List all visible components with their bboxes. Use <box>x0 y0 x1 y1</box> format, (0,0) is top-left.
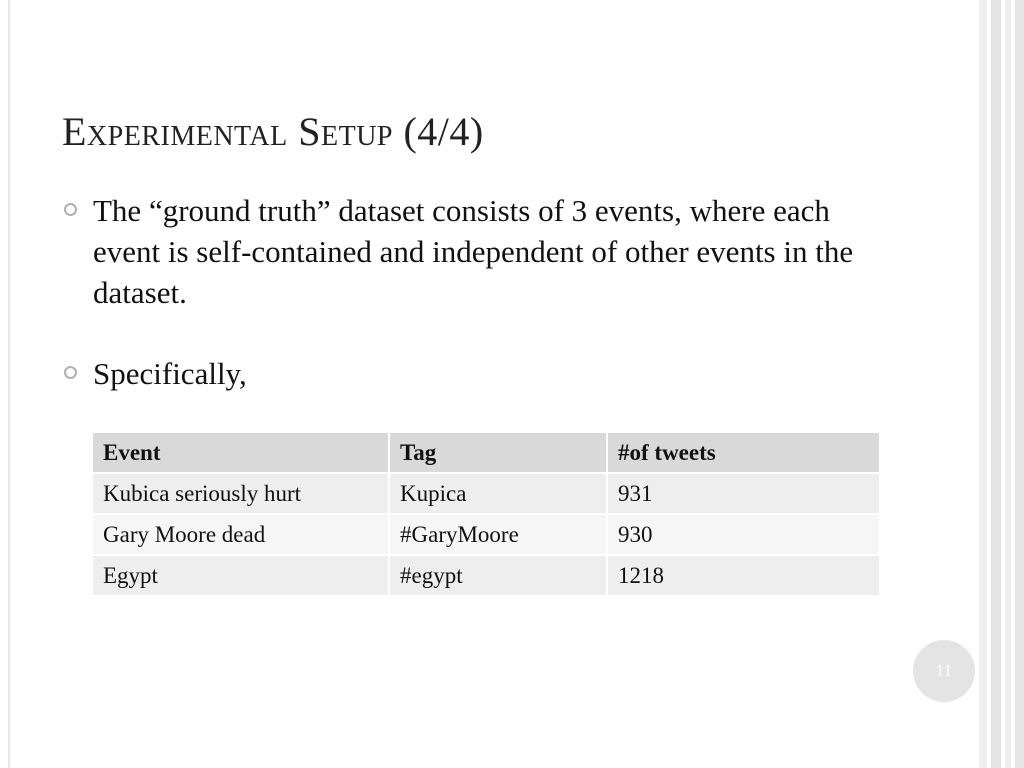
slide-title: Experimental Setup (4/4) <box>62 109 484 154</box>
event-cell: Egypt <box>93 556 388 595</box>
bullet-item <box>62 353 882 394</box>
event-cell: Gary Moore dead <box>93 515 388 554</box>
tag-cell: Kupica <box>390 474 606 513</box>
bullet-text: The “ground truth” dataset consists of 3 events, where each event is self-contained and independent of other events in the dataset. <box>93 193 854 310</box>
tag-cell: #egypt <box>390 556 606 595</box>
bullet-item <box>62 190 882 313</box>
table-row <box>93 474 879 513</box>
event-cell: Kubica seriously hurt <box>93 474 388 513</box>
bullet-circle-icon <box>64 203 77 216</box>
page-number-badge: 11 <box>913 640 975 702</box>
table-row <box>93 515 879 554</box>
tweet-count-cell: 930 <box>608 515 879 554</box>
bullet-text: Specifically, <box>93 356 247 391</box>
bullet-list <box>62 190 882 394</box>
right-decorative-bars <box>979 0 1024 768</box>
column-header-tweet-count: #of tweets <box>608 433 879 472</box>
tweet-count-cell: 931 <box>608 474 879 513</box>
events-table <box>91 431 881 597</box>
left-border-line <box>8 0 10 768</box>
column-header-event: Event <box>93 433 388 472</box>
column-header-tag: Tag <box>390 433 606 472</box>
table-header-row <box>93 433 879 472</box>
tweet-count-cell: 1218 <box>608 556 879 595</box>
table-row <box>93 556 879 595</box>
tag-cell: #GaryMoore <box>390 515 606 554</box>
bullet-circle-icon <box>64 366 77 379</box>
